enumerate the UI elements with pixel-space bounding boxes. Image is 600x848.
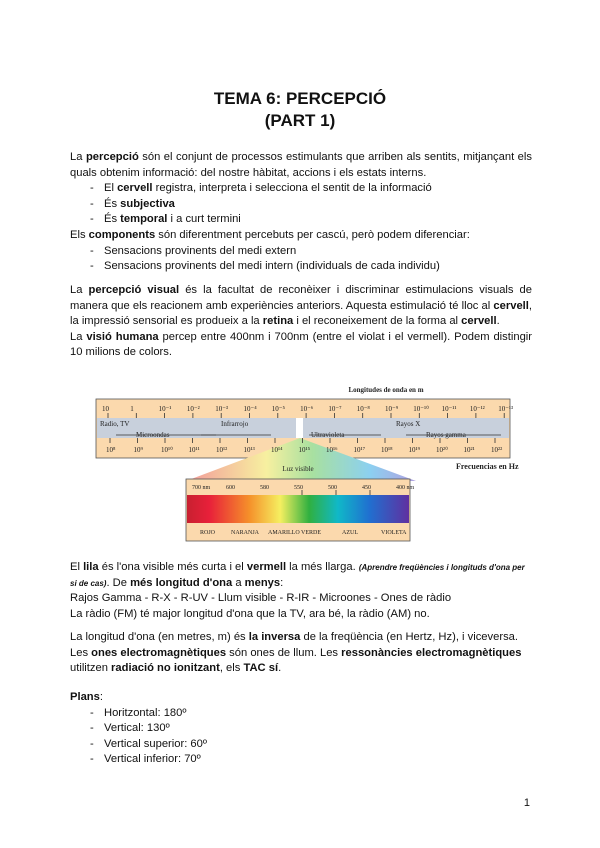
wavelength-tick-label: 1	[130, 405, 134, 413]
wavelength-tick-label: 10⁻³	[215, 405, 228, 413]
paragraph: La percepció són el conjunt de processos estimulants que arriben als sentits, mitjançant els quals obtenim informació: del nostre hàbitat, accions i els estats interns.	[70, 151, 532, 179]
paragraph: Rajos Gamma - R-X - R-UV - Llum visible - R-IR - Microones - Ones de ràdio	[70, 592, 452, 605]
paragraph: La ràdio (FM) té major longitud d'ona que la TV, ara bé, la ràdio (AM) no.	[70, 607, 430, 620]
frequency-tick-label: 10²¹	[463, 446, 475, 454]
list-item: - És temporal i a curt termini	[70, 212, 532, 228]
section-wavelength	[70, 560, 532, 622]
wavelength-tick-label: 10⁻¹¹	[441, 405, 457, 413]
band-label: Ultravioleta	[311, 431, 345, 439]
page-number: 1	[523, 797, 530, 809]
list-item: - Vertical inferior: 70º	[70, 752, 532, 768]
list-item: - Sensacions provinents del medi extern	[70, 244, 532, 260]
bullet-list	[70, 706, 532, 768]
visible-light-label: Luz visible	[282, 465, 314, 473]
spectrum-diagram	[96, 383, 519, 543]
wavelength-tick-label: 10⁻⁹	[385, 405, 399, 413]
band-label: Rayos X	[396, 420, 421, 428]
list-item: - És subjectiva	[70, 197, 532, 213]
section-perception	[70, 150, 532, 275]
list-item: - Horitzontal: 180º	[70, 706, 532, 722]
paragraph: La percepció visual és la facultat de reconèixer i discriminar estimulacions visuals de manera que els reacionem amb experiències anteriors. Aquesta estimulació té lloc al cervell, la impressió sensorial es produeix a la retina i el reconeixement de la forma al cervell.	[70, 284, 532, 328]
page-title	[0, 88, 600, 132]
visible-nm-label: 500	[328, 485, 337, 491]
visible-nm-label: 580	[260, 485, 269, 491]
frequency-tick-label: 10¹⁴	[271, 446, 283, 454]
wavelength-tick-label: 10	[102, 405, 109, 413]
visible-nm-label: 400 nm	[396, 485, 415, 491]
frequency-tick-label: 10¹¹	[188, 446, 200, 454]
paragraph: El lila és l'ona visible més curta i el vermell la més llarga. (Aprendre freqüències i longituds d'ona per si de cas). De més longitud d'ona a menys:	[70, 561, 525, 589]
band-label: Radio, TV	[100, 420, 130, 428]
visible-nm-label: 550	[294, 485, 303, 491]
frequency-tick-label: 10²²	[491, 446, 503, 454]
frequency-tick-label: 10¹⁹	[408, 446, 421, 454]
band-label: Infrarrojo	[221, 420, 249, 428]
frequency-tick-label: 10¹⁰	[161, 446, 173, 454]
band-label: Microondas	[136, 431, 170, 439]
wavelength-axis-title: Longitudes de onda en m	[348, 386, 424, 394]
electromagnetic-spectrum-figure	[96, 383, 519, 543]
list-item: - El cervell registra, interpreta i selecciona el sentit de la informació	[70, 181, 532, 197]
frequency-tick-label: 10¹⁵	[298, 446, 311, 454]
frequency-tick-label: 10⁹	[133, 446, 143, 454]
bullet-list	[70, 181, 532, 228]
list-item: - Vertical: 130º	[70, 721, 532, 737]
title-line: TEMA 6: PERCEPCIÓ	[213, 89, 387, 108]
list-item: - Sensacions provinents del medi intern (individuals de cada individu)	[70, 259, 532, 275]
list-item: - Vertical superior: 60º	[70, 737, 532, 753]
color-name-label: AMARILLO	[268, 530, 300, 536]
wavelength-tick-label: 10⁻⁴	[243, 405, 257, 413]
wavelength-tick-label: 10⁻²	[186, 405, 200, 413]
visible-nm-label: 600	[226, 485, 235, 491]
wavelength-tick-label: 10⁻¹²	[469, 405, 485, 413]
color-name-label: AZUL	[342, 530, 358, 536]
bullet-list	[70, 244, 532, 275]
frequency-tick-label: 10¹³	[243, 446, 255, 454]
title-subline: (PART 1)	[264, 111, 336, 130]
paragraph: Les ones electromagnètiques són ones de llum. Les ressonàncies electromagnètiques utilitzen radiació no ionitzant, els TAC sí.	[70, 646, 522, 675]
visible-nm-label: 450	[362, 485, 371, 491]
frequency-tick-label: 10¹⁶	[326, 446, 338, 454]
color-name-label: ROJO	[200, 530, 216, 536]
frequency-tick-label: 10⁸	[106, 446, 116, 454]
paragraph: La longitud d'ona (en metres, m) és la inversa de la freqüència (en Hertz, Hz), i viceversa.	[70, 631, 518, 643]
color-name-label: VERDE	[301, 530, 321, 536]
color-name-label: VIOLETA	[381, 530, 407, 536]
frequency-tick-label: 10¹⁷	[353, 446, 366, 454]
wavelength-tick-label: 10⁻⁸	[356, 405, 370, 413]
section-plans	[70, 690, 532, 768]
wavelength-tick-label: 10⁻¹	[158, 405, 172, 413]
frequency-tick-label: 10²⁰	[436, 446, 448, 454]
wavelength-tick-label: 10⁻⁷	[328, 405, 342, 413]
visible-nm-label: 700 nm	[192, 485, 211, 491]
frequency-axis-title: Frecuencias en Hz	[456, 462, 519, 471]
wavelength-tick-label: 10⁻⁵	[271, 405, 285, 413]
plans-heading: Plans:	[70, 691, 103, 703]
section-visual	[70, 283, 532, 361]
band-label: Rayos gamma	[426, 431, 466, 439]
wavelength-tick-label: 10⁻¹³	[498, 405, 514, 413]
wavelength-tick-label: 10⁻⁶	[300, 405, 314, 413]
section-inverse	[70, 630, 532, 677]
wavelength-tick-label: 10⁻¹⁰	[413, 405, 429, 413]
paragraph: Els components són diferentment percebuts per cascú, però podem diferenciar:	[70, 228, 470, 241]
paragraph: La visió humana percep entre 400nm i 700nm (entre el violat i el vermell). Podem distingir 10 milions de colors.	[70, 330, 533, 359]
frequency-tick-label: 10¹⁸	[381, 446, 393, 454]
frequency-tick-label: 10¹²	[216, 446, 228, 454]
color-name-label: NARANJA	[231, 530, 260, 536]
